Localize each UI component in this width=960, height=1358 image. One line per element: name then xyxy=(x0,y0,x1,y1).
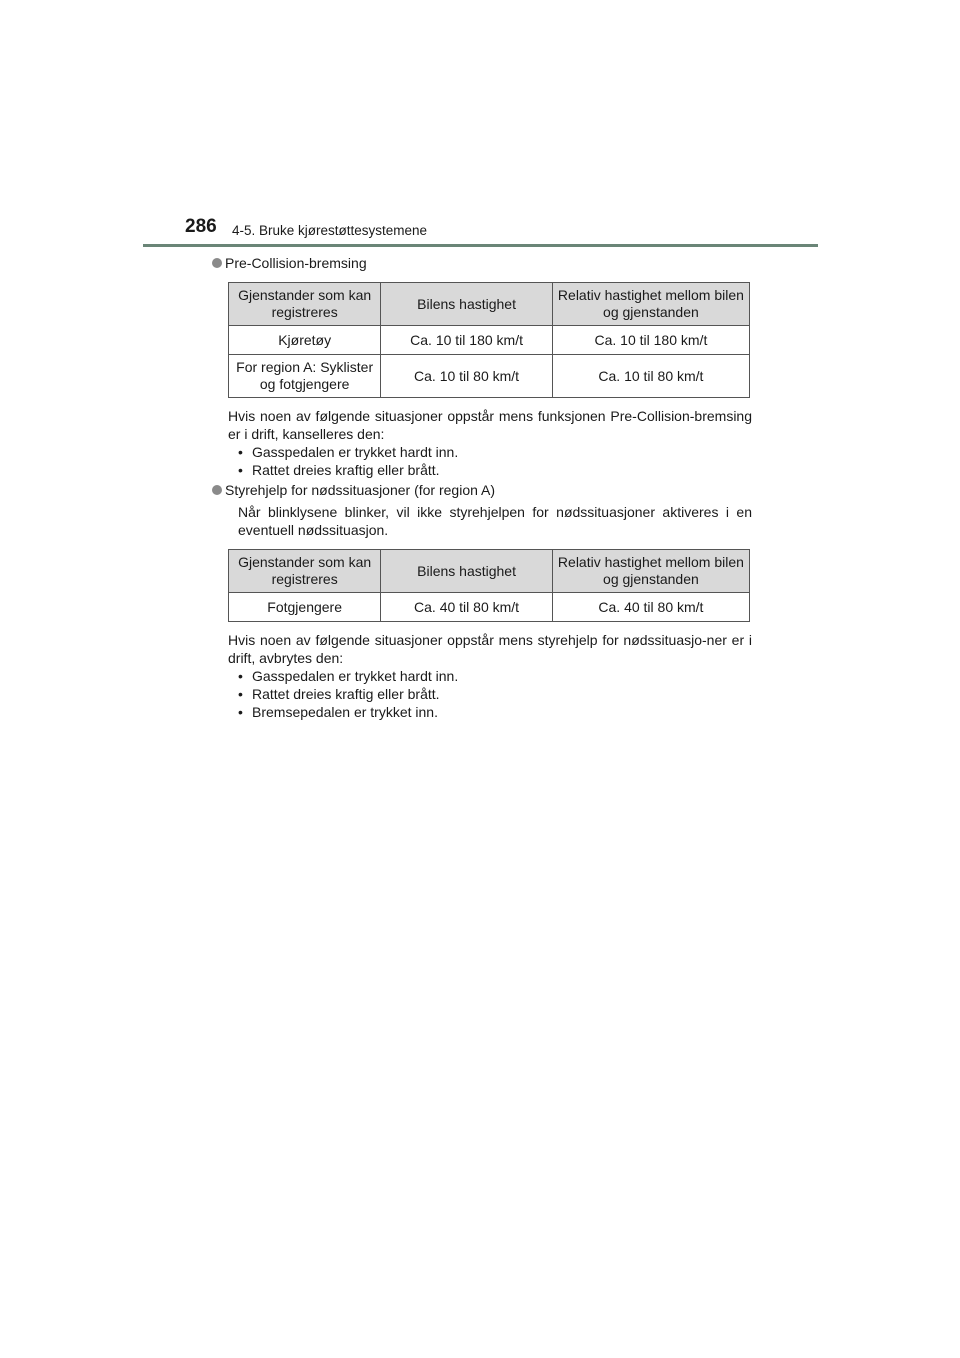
table-cell: Ca. 10 til 180 km/t xyxy=(381,326,553,355)
table-header-row xyxy=(229,283,750,326)
abort-conditions-list xyxy=(212,667,752,721)
page-number: 286 xyxy=(185,216,217,237)
steering-assist-table xyxy=(228,549,750,622)
table-cell: Ca. 40 til 80 km/t xyxy=(381,593,553,622)
section-heading-text: Styrehjelp for nødssituasjoner (for region A) xyxy=(225,482,496,498)
table-header-cell: Bilens hastighet xyxy=(381,283,553,326)
list-item: • Gasspedalen er trykket hardt inn. xyxy=(238,443,752,461)
page-content xyxy=(212,254,752,721)
bullet-circle-icon xyxy=(212,485,222,495)
header-divider xyxy=(143,244,818,247)
table-header-cell: Bilens hastighet xyxy=(381,550,553,593)
table-cell: Ca. 10 til 180 km/t xyxy=(552,326,749,355)
section-heading-pre-collision xyxy=(212,254,752,272)
list-item: • Rattet dreies kraftig eller brått. xyxy=(238,461,752,479)
table-header-cell: Relativ hastighet mellom bilen og gjenstanden xyxy=(552,550,749,593)
table-row xyxy=(229,593,750,622)
table-header-cell: Gjenstander som kan registreres xyxy=(229,283,381,326)
list-item: • Bremsepedalen er trykket inn. xyxy=(238,703,752,721)
table-cell: Ca. 10 til 80 km/t xyxy=(381,355,553,398)
table-cell: For region A: Syklister og fotgjengere xyxy=(229,355,381,398)
section-heading-text: Pre-Collision-bremsing xyxy=(225,255,367,271)
table-header-cell: Relativ hastighet mellom bilen og gjenstanden xyxy=(552,283,749,326)
pre-collision-table xyxy=(228,282,750,398)
table-cell: Ca. 40 til 80 km/t xyxy=(552,593,749,622)
table-header-row xyxy=(229,550,750,593)
bullet-circle-icon xyxy=(212,258,222,268)
abort-conditions-paragraph: Hvis noen av følgende situasjoner oppstår mens styrehjelp for nødssituasjo-ner er i drift, avbrytes den: xyxy=(228,632,752,666)
table-row xyxy=(229,355,750,398)
section-title: 4-5. Bruke kjørestøttesystemene xyxy=(232,223,428,238)
list-item: • Rattet dreies kraftig eller brått. xyxy=(238,685,752,703)
list-item: • Gasspedalen er trykket hardt inn. xyxy=(238,667,752,685)
table-header-cell: Gjenstander som kan registreres xyxy=(229,550,381,593)
table-cell: Ca. 10 til 80 km/t xyxy=(552,355,749,398)
section-heading-steering-assist xyxy=(212,481,752,499)
table-cell: Fotgjengere xyxy=(229,593,381,622)
table-cell: Kjøretøy xyxy=(229,326,381,355)
cancel-conditions-list xyxy=(212,443,752,479)
cancel-conditions-paragraph: Hvis noen av følgende situasjoner oppstår mens funksjonen Pre-Collision-bremsing er i drift, kanselleres den: xyxy=(228,408,752,442)
steering-assist-intro: Når blinklysene blinker, vil ikke styrehjelpen for nødssituasjoner aktiveres i en eventuell nødssituasjon. xyxy=(238,504,752,538)
table-row xyxy=(229,326,750,355)
